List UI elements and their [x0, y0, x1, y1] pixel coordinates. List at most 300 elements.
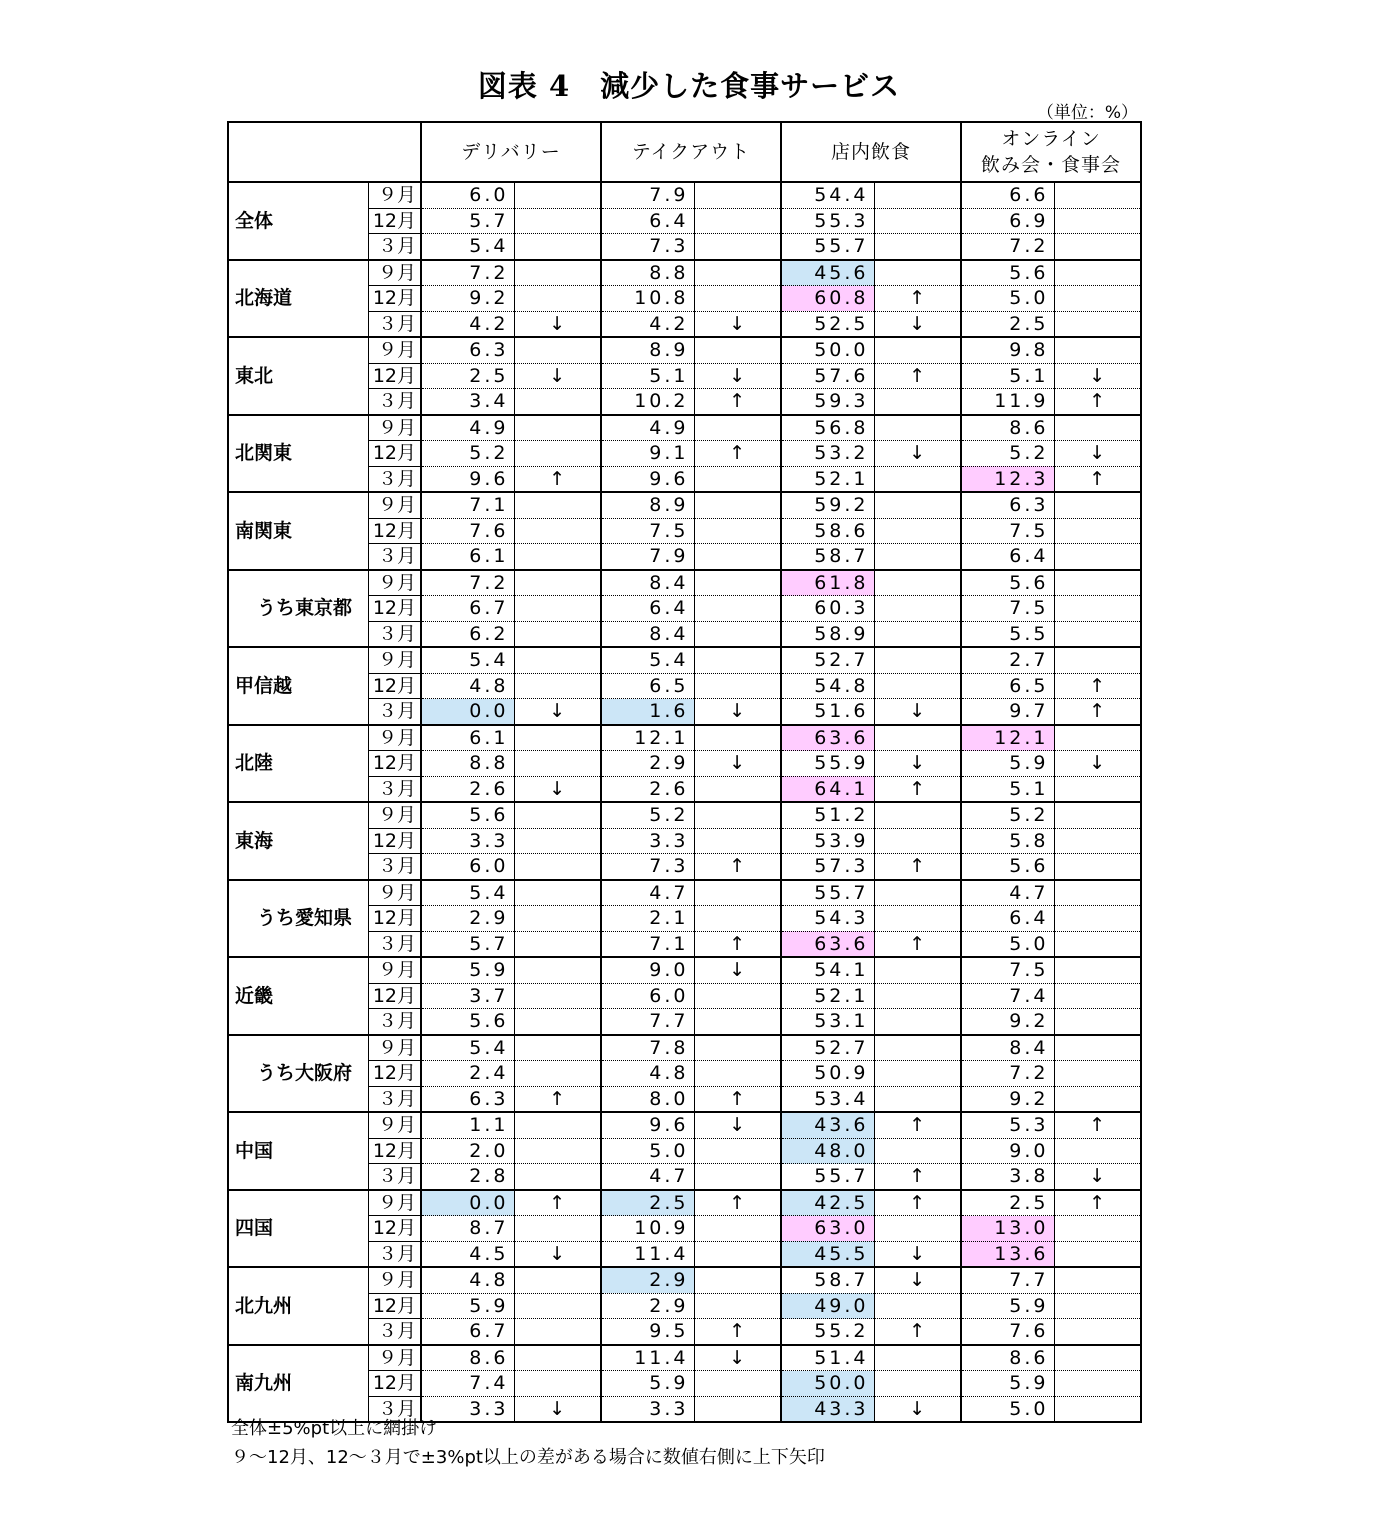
value-online: 9.7: [961, 699, 1054, 725]
arrow-cell: [1054, 1267, 1141, 1293]
value-delivery: 5.9: [421, 957, 514, 983]
value-online: 5.5: [961, 621, 1054, 647]
arrow-cell: [514, 828, 601, 854]
value-delivery: 4.5: [421, 1241, 514, 1267]
arrow-cell: [514, 647, 601, 673]
month-label: 12月: [368, 906, 421, 932]
table-row: [228, 647, 1141, 673]
arrow-down-icon: ↓: [1054, 751, 1141, 777]
value-takeout: 5.2: [601, 802, 694, 828]
region-label: 東海: [228, 802, 368, 880]
value-online: 2.5: [961, 311, 1054, 337]
value-takeout: 8.0: [601, 1086, 694, 1112]
month-label: 12月: [368, 983, 421, 1009]
arrow-cell: [874, 1371, 961, 1397]
month-label: ３月: [368, 389, 421, 415]
value-online: 7.7: [961, 1267, 1054, 1293]
arrow-cell: [514, 1216, 601, 1242]
value-dine-in: 51.4: [781, 1345, 874, 1371]
value-delivery: 9.6: [421, 466, 514, 492]
month-label: ３月: [368, 931, 421, 957]
value-dine-in: 55.3: [781, 208, 874, 234]
value-dine-in: 63.0: [781, 1216, 874, 1242]
month-label: ３月: [368, 854, 421, 880]
value-online: 8.6: [961, 415, 1054, 441]
arrow-cell: [514, 1035, 601, 1061]
arrow-cell: [874, 389, 961, 415]
month-label: ３月: [368, 311, 421, 337]
value-takeout: 9.6: [601, 466, 694, 492]
value-takeout: 9.6: [601, 1112, 694, 1138]
value-online: 3.8: [961, 1164, 1054, 1190]
arrow-cell: [694, 1164, 781, 1190]
arrow-up-icon: ↑: [874, 286, 961, 312]
value-delivery: 7.2: [421, 260, 514, 286]
arrow-cell: [874, 492, 961, 518]
value-takeout: 10.8: [601, 286, 694, 312]
table-row: [228, 880, 1141, 906]
arrow-cell: [514, 751, 601, 777]
arrow-cell: [874, 802, 961, 828]
value-takeout: 10.9: [601, 1216, 694, 1242]
arrow-cell: [1054, 983, 1141, 1009]
arrow-cell: [874, 570, 961, 596]
arrow-cell: [1054, 828, 1141, 854]
month-label: 12月: [368, 363, 421, 389]
value-delivery: 1.1: [421, 1112, 514, 1138]
arrow-cell: [1054, 311, 1141, 337]
month-label: ９月: [368, 492, 421, 518]
value-takeout: 9.1: [601, 441, 694, 467]
arrow-cell: [514, 1009, 601, 1035]
arrow-cell: [694, 1371, 781, 1397]
arrow-cell: [874, 647, 961, 673]
value-online: 5.6: [961, 854, 1054, 880]
value-dine-in: 42.5: [781, 1190, 874, 1216]
arrow-up-icon: ↑: [514, 466, 601, 492]
col-header-dine-in: 店内飲食: [781, 122, 961, 182]
value-delivery: 2.0: [421, 1138, 514, 1164]
arrow-cell: [694, 518, 781, 544]
value-online: 5.1: [961, 363, 1054, 389]
arrow-cell: [514, 854, 601, 880]
month-label: ３月: [368, 1086, 421, 1112]
arrow-cell: [514, 957, 601, 983]
value-takeout: 4.2: [601, 311, 694, 337]
arrow-down-icon: ↓: [874, 1267, 961, 1293]
arrow-cell: [694, 725, 781, 751]
value-delivery: 0.0: [421, 699, 514, 725]
value-takeout: 7.9: [601, 544, 694, 570]
value-online: 8.4: [961, 1035, 1054, 1061]
month-label: ３月: [368, 1396, 421, 1422]
arrow-cell: [1054, 518, 1141, 544]
value-takeout: 5.0: [601, 1138, 694, 1164]
value-delivery: 6.1: [421, 544, 514, 570]
arrow-cell: [694, 983, 781, 1009]
month-label: ３月: [368, 1009, 421, 1035]
value-online: 7.2: [961, 1061, 1054, 1087]
arrow-cell: [514, 389, 601, 415]
arrow-cell: [514, 1061, 601, 1087]
value-dine-in: 51.2: [781, 802, 874, 828]
value-dine-in: 51.6: [781, 699, 874, 725]
arrow-cell: [694, 182, 781, 208]
arrow-up-icon: ↑: [694, 1086, 781, 1112]
data-table: [227, 121, 1142, 1423]
arrow-cell: [874, 880, 961, 906]
arrow-cell: [694, 415, 781, 441]
table-row: [228, 1035, 1141, 1061]
value-delivery: 4.2: [421, 311, 514, 337]
arrow-down-icon: ↓: [874, 311, 961, 337]
arrow-up-icon: ↑: [874, 363, 961, 389]
month-label: ９月: [368, 260, 421, 286]
arrow-cell: [514, 234, 601, 260]
arrow-cell: [694, 260, 781, 286]
arrow-up-icon: ↑: [874, 1112, 961, 1138]
value-online: 7.5: [961, 518, 1054, 544]
arrow-cell: [514, 596, 601, 622]
value-takeout: 4.7: [601, 1164, 694, 1190]
month-label: ９月: [368, 570, 421, 596]
arrow-down-icon: ↓: [514, 776, 601, 802]
value-online: 8.6: [961, 1345, 1054, 1371]
arrow-cell: [874, 1293, 961, 1319]
value-dine-in: 63.6: [781, 725, 874, 751]
table-row: [228, 570, 1141, 596]
value-dine-in: 43.6: [781, 1112, 874, 1138]
value-dine-in: 58.7: [781, 544, 874, 570]
arrow-cell: [1054, 337, 1141, 363]
arrow-down-icon: ↓: [514, 1241, 601, 1267]
arrow-cell: [694, 1216, 781, 1242]
value-dine-in: 53.4: [781, 1086, 874, 1112]
table-row: [228, 1345, 1141, 1371]
month-label: ３月: [368, 466, 421, 492]
arrow-cell: [514, 286, 601, 312]
arrow-cell: [1054, 1345, 1141, 1371]
value-delivery: 6.1: [421, 725, 514, 751]
month-label: 12月: [368, 1061, 421, 1087]
value-online: 4.7: [961, 880, 1054, 906]
arrow-cell: [1054, 234, 1141, 260]
arrow-cell: [874, 466, 961, 492]
value-delivery: 6.3: [421, 337, 514, 363]
month-label: ３月: [368, 776, 421, 802]
note-highlight: 全体±5%pt以上に網掛け: [231, 1418, 438, 1439]
value-dine-in: 54.1: [781, 957, 874, 983]
arrow-cell: [694, 1138, 781, 1164]
value-takeout: 8.4: [601, 570, 694, 596]
value-takeout: 5.9: [601, 1371, 694, 1397]
value-dine-in: 55.7: [781, 880, 874, 906]
value-online: 6.4: [961, 544, 1054, 570]
region-label: 北海道: [228, 260, 368, 338]
month-label: 12月: [368, 1293, 421, 1319]
value-online: 9.0: [961, 1138, 1054, 1164]
value-delivery: 8.7: [421, 1216, 514, 1242]
arrow-cell: [514, 983, 601, 1009]
table-row: [228, 415, 1141, 441]
value-delivery: 3.4: [421, 389, 514, 415]
value-delivery: 6.2: [421, 621, 514, 647]
arrow-cell: [1054, 854, 1141, 880]
value-delivery: 8.6: [421, 1345, 514, 1371]
table-row: [228, 802, 1141, 828]
arrow-cell: [1054, 776, 1141, 802]
value-takeout: 3.3: [601, 828, 694, 854]
arrow-cell: [874, 1035, 961, 1061]
month-label: ３月: [368, 234, 421, 260]
value-delivery: 5.4: [421, 880, 514, 906]
month-label: 12月: [368, 596, 421, 622]
value-dine-in: 53.2: [781, 441, 874, 467]
arrow-cell: [874, 1061, 961, 1087]
arrow-down-icon: ↓: [1054, 363, 1141, 389]
value-delivery: 5.4: [421, 234, 514, 260]
value-delivery: 6.7: [421, 596, 514, 622]
arrow-cell: [1054, 906, 1141, 932]
arrow-down-icon: ↓: [874, 699, 961, 725]
arrow-down-icon: ↓: [694, 957, 781, 983]
value-dine-in: 50.0: [781, 337, 874, 363]
month-label: ３月: [368, 1319, 421, 1345]
chart-title: 図表 4 減少した食事サービス: [477, 69, 901, 103]
arrow-cell: [1054, 647, 1141, 673]
value-online: 5.6: [961, 570, 1054, 596]
month-label: 12月: [368, 1138, 421, 1164]
value-online: 6.4: [961, 906, 1054, 932]
value-takeout: 7.7: [601, 1009, 694, 1035]
region-label: うち大阪府: [228, 1035, 368, 1113]
arrow-cell: [1054, 1009, 1141, 1035]
arrow-cell: [514, 1138, 601, 1164]
arrow-down-icon: ↓: [1054, 441, 1141, 467]
month-label: 12月: [368, 1216, 421, 1242]
arrow-cell: [514, 673, 601, 699]
region-label: 北九州: [228, 1267, 368, 1345]
region-label: 甲信越: [228, 647, 368, 725]
value-delivery: 7.2: [421, 570, 514, 596]
arrow-cell: [514, 725, 601, 751]
arrow-cell: [1054, 1293, 1141, 1319]
arrow-cell: [694, 1009, 781, 1035]
col-header-online: オンライン 飲み会・食事会: [961, 122, 1141, 182]
value-online: 5.2: [961, 441, 1054, 467]
arrow-cell: [1054, 260, 1141, 286]
arrow-cell: [694, 1035, 781, 1061]
arrow-cell: [1054, 1061, 1141, 1087]
month-label: ９月: [368, 337, 421, 363]
arrow-up-icon: ↑: [514, 1190, 601, 1216]
arrow-cell: [1054, 596, 1141, 622]
arrow-cell: [514, 802, 601, 828]
value-takeout: 8.4: [601, 621, 694, 647]
value-dine-in: 49.0: [781, 1293, 874, 1319]
month-label: ９月: [368, 1190, 421, 1216]
table-row: [228, 260, 1141, 286]
value-dine-in: 54.3: [781, 906, 874, 932]
value-dine-in: 58.6: [781, 518, 874, 544]
arrow-cell: [694, 776, 781, 802]
value-takeout: 4.7: [601, 880, 694, 906]
arrow-cell: [694, 647, 781, 673]
arrow-cell: [874, 957, 961, 983]
arrow-down-icon: ↓: [694, 311, 781, 337]
arrow-cell: [1054, 544, 1141, 570]
arrow-cell: [1054, 880, 1141, 906]
arrow-up-icon: ↑: [874, 776, 961, 802]
arrow-cell: [694, 466, 781, 492]
region-label: 全体: [228, 182, 368, 260]
value-online: 7.6: [961, 1319, 1054, 1345]
value-takeout: 10.2: [601, 389, 694, 415]
arrow-cell: [1054, 725, 1141, 751]
arrow-cell: [1054, 1086, 1141, 1112]
arrow-cell: [694, 286, 781, 312]
arrow-cell: [514, 337, 601, 363]
value-dine-in: 48.0: [781, 1138, 874, 1164]
arrow-down-icon: ↓: [694, 363, 781, 389]
table-row: [228, 1112, 1141, 1138]
region-label: 四国: [228, 1190, 368, 1268]
value-delivery: 3.3: [421, 1396, 514, 1422]
month-label: 12月: [368, 673, 421, 699]
value-dine-in: 57.3: [781, 854, 874, 880]
arrow-cell: [514, 182, 601, 208]
arrow-cell: [874, 260, 961, 286]
value-takeout: 6.4: [601, 596, 694, 622]
arrow-cell: [1054, 1371, 1141, 1397]
value-takeout: 5.4: [601, 647, 694, 673]
value-delivery: 5.7: [421, 208, 514, 234]
arrow-cell: [1054, 286, 1141, 312]
arrow-cell: [874, 518, 961, 544]
value-online: 13.0: [961, 1216, 1054, 1242]
value-dine-in: 43.3: [781, 1396, 874, 1422]
value-dine-in: 52.7: [781, 1035, 874, 1061]
unit-label: （単位：%）: [1036, 103, 1138, 123]
value-takeout: 12.1: [601, 725, 694, 751]
value-online: 6.9: [961, 208, 1054, 234]
arrow-cell: [874, 673, 961, 699]
value-delivery: 8.8: [421, 751, 514, 777]
value-takeout: 5.1: [601, 363, 694, 389]
arrow-cell: [514, 1267, 601, 1293]
arrow-cell: [1054, 621, 1141, 647]
arrow-cell: [694, 621, 781, 647]
arrow-cell: [694, 673, 781, 699]
value-online: 7.4: [961, 983, 1054, 1009]
arrow-cell: [694, 1061, 781, 1087]
month-label: ３月: [368, 699, 421, 725]
value-online: 12.1: [961, 725, 1054, 751]
arrow-up-icon: ↑: [874, 931, 961, 957]
value-takeout: 6.5: [601, 673, 694, 699]
region-label: 北陸: [228, 725, 368, 803]
arrow-cell: [874, 1009, 961, 1035]
arrow-cell: [694, 570, 781, 596]
value-delivery: 7.4: [421, 1371, 514, 1397]
arrow-up-icon: ↑: [694, 1190, 781, 1216]
value-delivery: 5.6: [421, 1009, 514, 1035]
region-label: 中国: [228, 1112, 368, 1190]
value-dine-in: 55.9: [781, 751, 874, 777]
arrow-cell: [874, 544, 961, 570]
table-row: [228, 1267, 1141, 1293]
value-delivery: 3.3: [421, 828, 514, 854]
arrow-cell: [874, 621, 961, 647]
table-row: [228, 957, 1141, 983]
arrow-cell: [514, 621, 601, 647]
region-label: 近畿: [228, 957, 368, 1035]
arrow-down-icon: ↓: [514, 699, 601, 725]
value-online: 5.8: [961, 828, 1054, 854]
value-online: 2.5: [961, 1190, 1054, 1216]
value-online: 6.5: [961, 673, 1054, 699]
arrow-cell: [874, 1216, 961, 1242]
region-label: 南九州: [228, 1345, 368, 1423]
arrow-cell: [694, 1293, 781, 1319]
arrow-cell: [1054, 931, 1141, 957]
value-takeout: 4.9: [601, 415, 694, 441]
col-header-delivery: デリバリー: [421, 122, 601, 182]
arrow-cell: [514, 906, 601, 932]
arrow-cell: [694, 208, 781, 234]
month-label: ３月: [368, 1241, 421, 1267]
value-dine-in: 60.3: [781, 596, 874, 622]
arrow-cell: [1054, 1138, 1141, 1164]
value-dine-in: 64.1: [781, 776, 874, 802]
value-dine-in: 52.5: [781, 311, 874, 337]
arrow-cell: [1054, 1241, 1141, 1267]
value-online: 9.8: [961, 337, 1054, 363]
month-label: 12月: [368, 441, 421, 467]
arrow-up-icon: ↑: [1054, 699, 1141, 725]
month-label: 12月: [368, 828, 421, 854]
arrow-cell: [1054, 1216, 1141, 1242]
value-takeout: 7.1: [601, 931, 694, 957]
value-takeout: 8.9: [601, 492, 694, 518]
month-label: ９月: [368, 182, 421, 208]
value-takeout: 7.9: [601, 182, 694, 208]
value-dine-in: 61.8: [781, 570, 874, 596]
arrow-down-icon: ↓: [874, 1241, 961, 1267]
value-delivery: 6.0: [421, 854, 514, 880]
arrow-cell: [514, 544, 601, 570]
arrow-cell: [694, 1396, 781, 1422]
arrow-cell: [1054, 802, 1141, 828]
note-arrows: ９～12月、12～３月で±3%pt以上の差がある場合に数値右側に上下矢印: [231, 1447, 825, 1468]
arrow-cell: [514, 260, 601, 286]
month-label: ９月: [368, 1035, 421, 1061]
value-dine-in: 50.0: [781, 1371, 874, 1397]
value-dine-in: 55.7: [781, 234, 874, 260]
value-takeout: 4.8: [601, 1061, 694, 1087]
value-delivery: 5.4: [421, 647, 514, 673]
value-takeout: 2.1: [601, 906, 694, 932]
value-online: 13.6: [961, 1241, 1054, 1267]
value-online: 7.5: [961, 596, 1054, 622]
arrow-cell: [1054, 570, 1141, 596]
value-takeout: 9.5: [601, 1319, 694, 1345]
month-label: ９月: [368, 1345, 421, 1371]
value-takeout: 11.4: [601, 1345, 694, 1371]
arrow-down-icon: ↓: [1054, 1164, 1141, 1190]
value-online: 5.0: [961, 1396, 1054, 1422]
arrow-down-icon: ↓: [874, 441, 961, 467]
